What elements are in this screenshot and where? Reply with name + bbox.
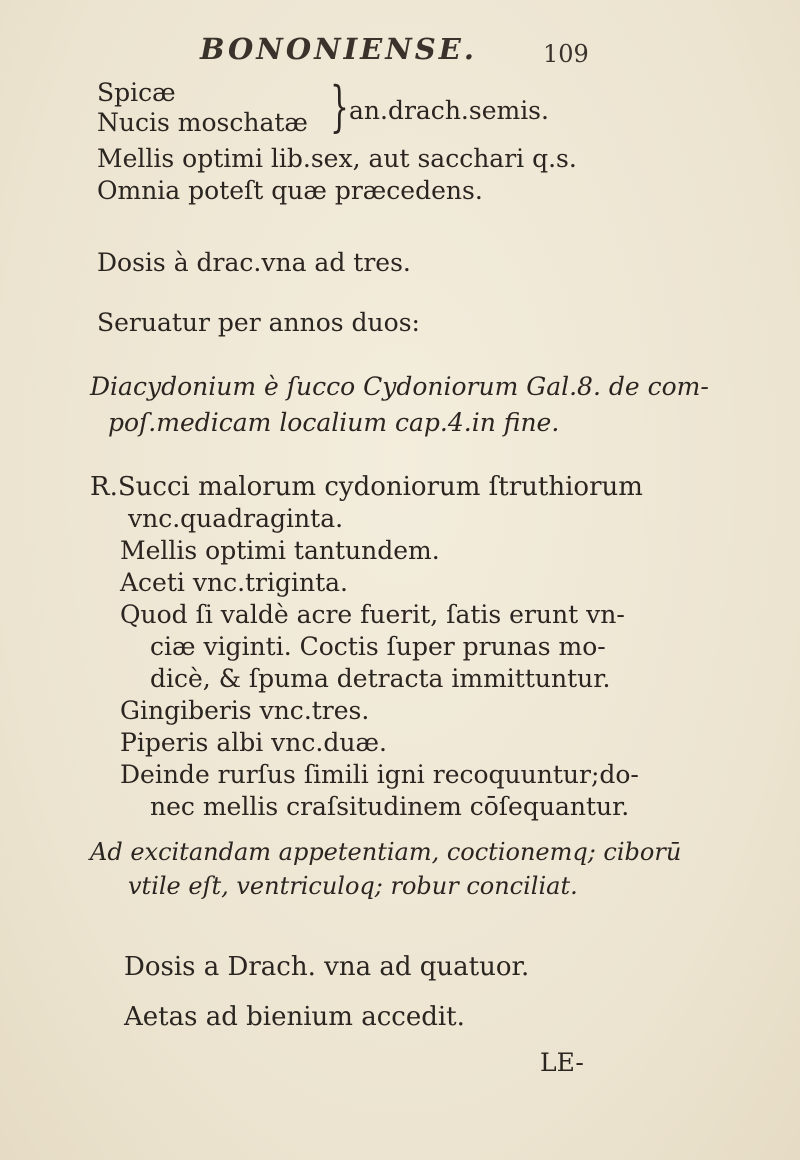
usage-line: Ad excitandam appetentiam, coctionemq; ciborū (90, 838, 682, 866)
recipe1-storage: Seruatur per annos duos: (97, 308, 420, 337)
text-line: nec mellis craſsitudinem cōſequantur. (150, 792, 630, 821)
text-line: Mellis optimi lib.sex, aut sacchari q.s. (97, 144, 577, 173)
bracket-item: Nucis moschatæ (97, 108, 308, 137)
text-line: dicè, & ſpuma detracta immittuntur. (150, 664, 611, 693)
page-number: 109 (543, 40, 589, 68)
recipe2-use (90, 840, 681, 908)
bracket-item: Spicæ (97, 78, 176, 107)
text-line: Quod ſi valdè acre fuerit, ſatis erunt vn- (120, 600, 625, 629)
text-line: Piperis albi vnc.duæ. (120, 728, 387, 757)
text-line: Mellis optimi tantundem. (120, 536, 440, 565)
bracket-items (97, 78, 308, 138)
text-line: Gingiberis vnc.tres. (120, 696, 370, 725)
usage-line: vtile eſt, ventriculoq; robur conciliat. (128, 872, 578, 900)
curly-brace-icon: } (330, 75, 349, 138)
recipe-title-line: poſ.medicam localium cap.4.in fine. (108, 408, 560, 437)
recipe2-title (90, 374, 709, 446)
ingredient-bracket-group (97, 75, 617, 148)
catchword: LE- (540, 1048, 584, 1077)
recipe-title-line: Diacydonium è ſucco Cydoniorum Gal.8. de com- (90, 372, 709, 401)
bracket-quantity: an.drach.semis. (349, 96, 549, 125)
running-title: BONONIENSE. (200, 32, 477, 66)
recipe2-dose: Dosis a Drach. vna ad quatuor. (124, 952, 530, 982)
recipe1-dose: Dosis à drac.vna ad tres. (97, 248, 411, 277)
recipe1-body (97, 146, 577, 210)
recipe2-age: Aetas ad bienium accedit. (124, 1002, 465, 1032)
page-header (0, 30, 800, 70)
text-line: Deinde rurſus ſimili igni recoquuntur;do- (120, 760, 639, 789)
recipe2-body (90, 474, 643, 826)
text-line: Omnia poteſt quæ præcedens. (97, 176, 483, 205)
text-line: ciæ viginti. Coctis ſuper prunas mo- (150, 632, 606, 661)
text-line: Aceti vnc.triginta. (120, 568, 349, 597)
text-line: vnc.quadraginta. (128, 504, 344, 533)
text-line: R.Succi malorum cydoniorum ſtruthiorum (90, 472, 643, 502)
